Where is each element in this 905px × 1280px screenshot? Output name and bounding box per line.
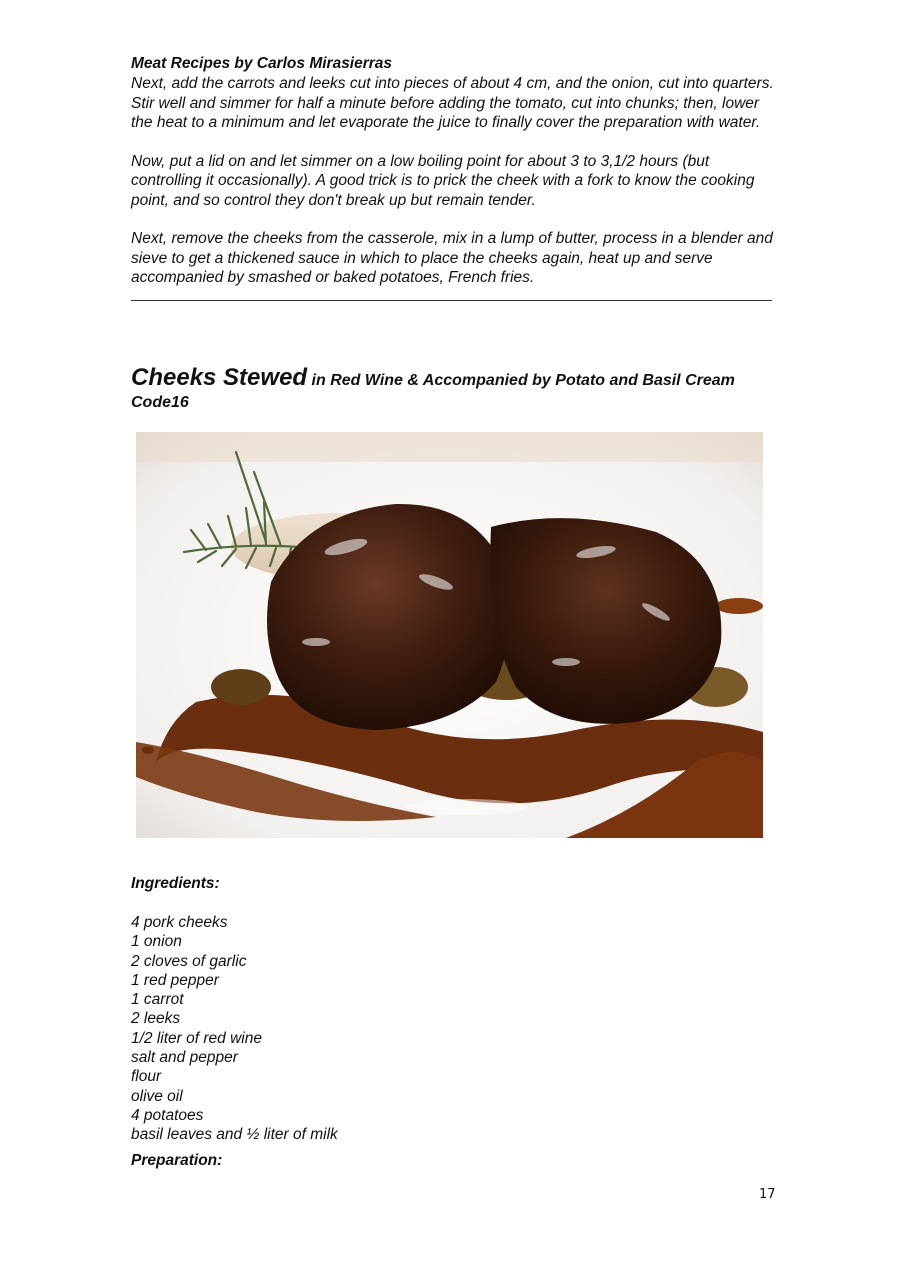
paragraph-2: Now, put a lid on and let simmer on a low boiling point for about 3 to 3,1/2 hours (but controlling it occasionally). A good trick is to prick the cheek with a fork to know the cooking point, and so control they don't break up but remain tender. (131, 152, 755, 209)
preparation-label: Preparation: (131, 1152, 223, 1169)
ingredients-list (131, 913, 731, 1145)
ingredients-label: Ingredients: (131, 875, 220, 892)
list-item: 4 potatoes (131, 1106, 204, 1124)
list-item: 1 red pepper (131, 971, 219, 989)
paragraph-1: Next, add the carrots and leeks cut into pieces of about 4 cm, and the onion, cut into quarters. Stir well and simmer for half a minute before adding the tomato, cut into chunks; then, lower the heat to a minimum and let evaporate the juice to finally cover the preparation with water. (131, 75, 774, 131)
list-item: 1/2 liter of red wine (131, 1029, 262, 1047)
recipe-code: Code16 (131, 394, 189, 411)
list-item: 2 cloves of garlic (131, 952, 247, 970)
paragraph-3: Next, remove the cheeks from the casserole, mix in a lump of butter, process in a blender and sieve to get a thickened sauce in which to place the cheeks again, heat up and serve accompanied by smashed or baked potatoes, French fries. (131, 230, 773, 286)
page-body (131, 54, 776, 301)
recipe-title (131, 364, 791, 412)
list-item: salt and pepper (131, 1049, 238, 1067)
list-item: 1 onion (131, 933, 182, 951)
book-title: Meat Recipes by Carlos Mirasierras (131, 55, 393, 72)
ingredients-section (131, 874, 731, 1145)
list-item: basil leaves and ½ liter of milk (131, 1126, 338, 1144)
separator-rule (131, 288, 772, 301)
photo-illustration (136, 432, 763, 838)
list-item: flour (131, 1068, 162, 1086)
page-number: 17 (759, 1187, 776, 1202)
list-item: 4 pork cheeks (131, 914, 228, 931)
list-item: olive oil (131, 1087, 183, 1105)
list-item: 1 carrot (131, 991, 184, 1009)
list-item: 2 leeks (131, 1010, 181, 1028)
recipe-title-sub: in Red Wine & Accompanied by Potato and Basil Cream (311, 372, 735, 389)
stewed-pork-cheeks-photo (136, 432, 763, 838)
recipe-title-main: Cheeks Stewed (131, 364, 308, 391)
